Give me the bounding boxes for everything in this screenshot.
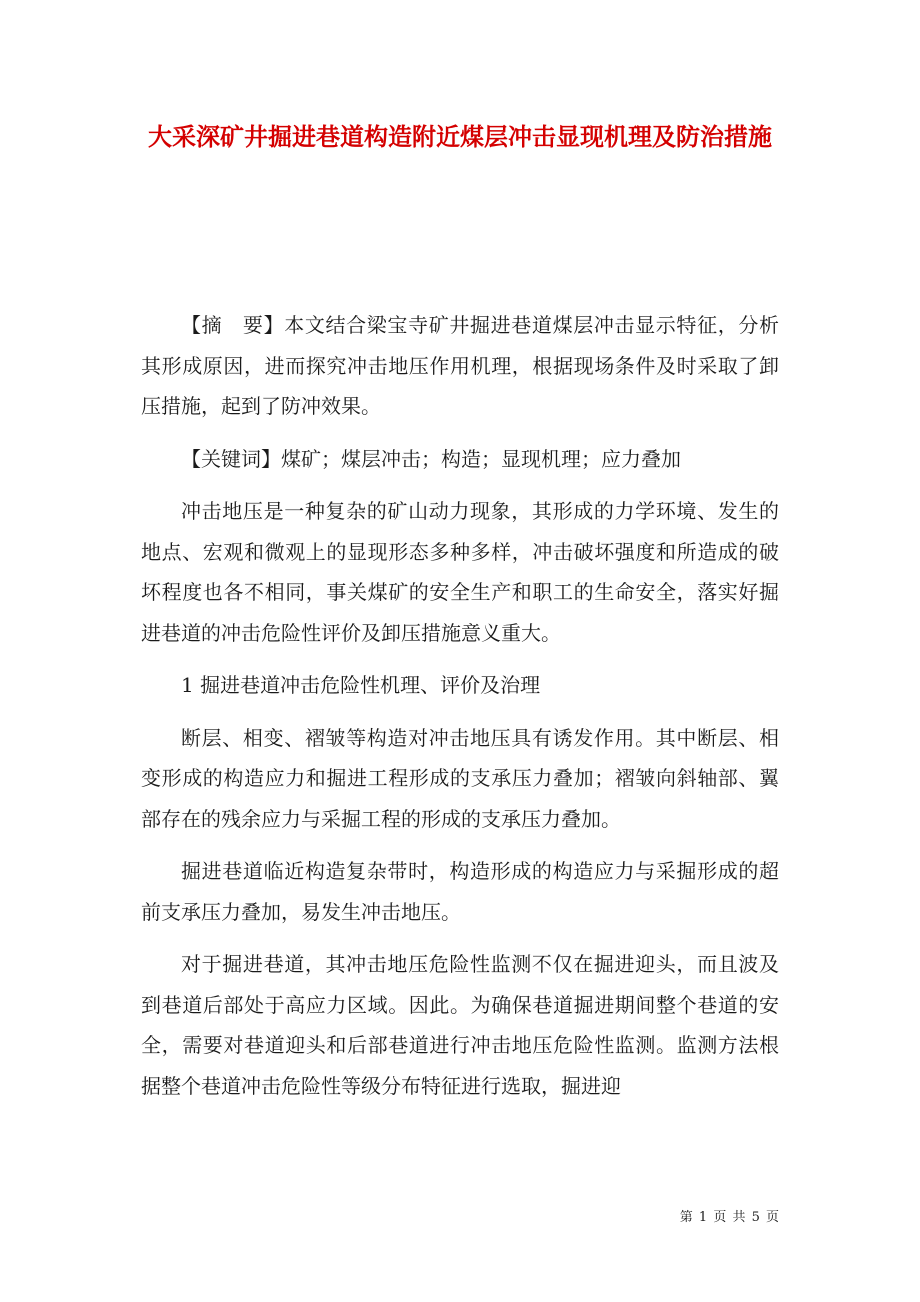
body-paragraph: 对于掘进巷道，其冲击地压危险性监测不仅在掘进迎头，而且波及到巷道后部处于高应力区域。因此。为确保巷道掘进期间整个巷道的安全，需要对巷道迎头和后部巷道进行冲击地压危险性监测。监测方法根据整个巷道冲击危险性等级分布特征进行选取，掘进迎 [141, 952, 779, 1098]
body-paragraph: 冲击地压是一种复杂的矿山动力现象，其形成的力学环境、发生的地点、宏观和微观上的显现形态多种多样，冲击破坏强度和所造成的破坏程度也各不相同，事关煤矿的安全生产和职工的生命安全，落实好掘进巷道的冲击危险性评价及卸压措施意义重大。 [141, 499, 779, 645]
abstract-paragraph: 【摘 要】本文结合梁宝寺矿井掘进巷道煤层冲击显示特征，分析其形成原因，进而探究冲击地压作用机理，根据现场条件及时采取了卸压措施，起到了防冲效果。 [141, 313, 779, 418]
document-title: 大采深矿井掘进巷道构造附近煤层冲击显现机理及防治措施 [148, 122, 772, 151]
page-number-footer: 第 1 页 共 5 页 [679, 1210, 780, 1225]
body-paragraph: 掘进巷道临近构造复杂带时，构造形成的构造应力与采掘形成的超前支承压力叠加，易发生冲击地压。 [141, 859, 779, 924]
body-paragraph: 断层、相变、褶皱等构造对冲击地压具有诱发作用。其中断层、相变形成的构造应力和掘进工程形成的支承压力叠加；褶皱向斜轴部、翼部存在的残余应力与采掘工程的形成的支承压力叠加。 [141, 725, 779, 831]
document-body [141, 305, 779, 1118]
section-heading: 1 掘进巷道冲击危险性机理、评价及治理 [181, 673, 541, 697]
keywords-paragraph: 【关键词】煤矿；煤层冲击；构造；显现机理；应力叠加 [181, 446, 681, 471]
